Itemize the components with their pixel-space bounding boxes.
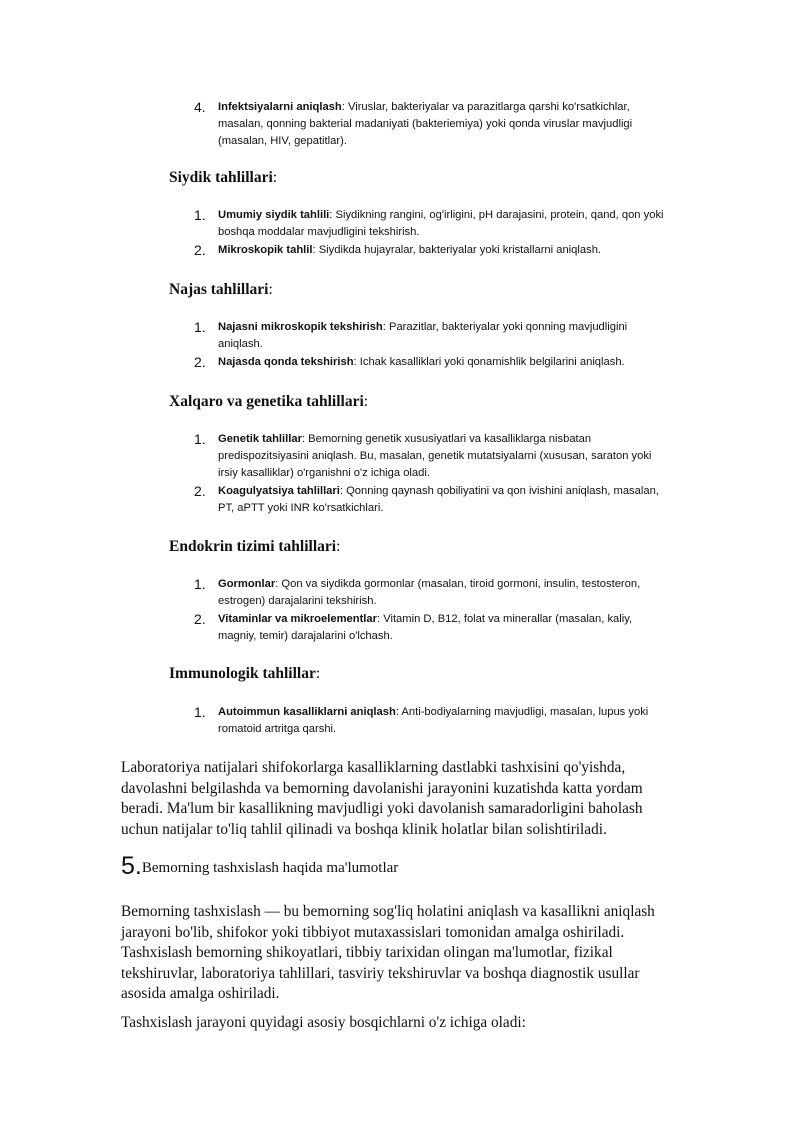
urine-tests-list bbox=[194, 207, 664, 260]
list-item bbox=[194, 319, 664, 353]
list-number: 1. bbox=[194, 704, 206, 720]
paragraph-lab-results: Laboratoriya natijalari shifokorlarga kasalliklarning dastlabki tashxisini qo'yishda, davolashni belgilashda va bemorning davolanishi jarayonini kuzatishda katta yordam beradi. Ma'lum bir kasallikning mavjudligi yoki davolanish samaradorligini baholash uchun natijalar to'liq tahlil qilinadi va boshqa klinik holatlar bilan solishtiriladi. bbox=[121, 759, 643, 838]
list-term: Gormonlar bbox=[218, 578, 276, 590]
blood-tests-list bbox=[194, 99, 664, 151]
immunology-tests-list bbox=[194, 704, 664, 739]
list-item bbox=[194, 704, 664, 738]
paragraph-steps-intro: Tashxislash jarayoni quyidagi asosiy bosqichlarni o'z ichiga oladi: bbox=[121, 1014, 526, 1031]
section-heading-immunology: Immunologik tahlillar: bbox=[169, 665, 321, 682]
list-item bbox=[194, 99, 664, 150]
section-title-text: Bemorning tashxislash haqida ma'lumotlar bbox=[141, 860, 399, 876]
list-item bbox=[194, 207, 664, 241]
list-term: Infektsiyalarni aniqlash bbox=[218, 101, 342, 113]
section-number: 5. bbox=[121, 852, 142, 880]
list-text: : Bemorning genetik xususiyatlari va kasalliklarga nisbatan predispozitsiyasini aniqlash. Bu, masalan, genetik mutatsiyalarni (xususan, saraton yoki irsiy kasalliklar) o'rganishni o'z ichiga oladi. bbox=[218, 433, 652, 479]
list-number: 1. bbox=[194, 207, 206, 223]
list-number: 4. bbox=[194, 99, 206, 115]
list-text: : Parazitlar, bakteriyalar yoki qonning mavjudligini aniqlash. bbox=[218, 321, 628, 350]
list-term: Koagulyatsiya tahlillari bbox=[218, 485, 340, 497]
list-term: Umumiy siydik tahlili bbox=[218, 209, 330, 221]
list-item bbox=[194, 483, 664, 517]
list-item bbox=[194, 242, 664, 259]
list-number: 2. bbox=[194, 483, 206, 499]
section-heading-endocrine: Endokrin tizimi tahlillari: bbox=[169, 538, 341, 555]
section-5-title bbox=[121, 851, 398, 883]
list-item bbox=[194, 354, 664, 371]
paragraph-diagnosis: Bemorning tashxislash — bu bemorning sog'liq holatini aniqlash va kasallikni aniqlash jarayoni bo'lib, shifokor yoki tibbiyot mutaxassislari tomonidan amalga oshiriladi. Tashxislash bemorning shikoyatlari, tibbiy tarixidan olingan ma'lumotlar, fizikal tekshiruvlar, laboratoriya tahlillari, tasviriy tekshiruvlar va boshqa diagnostik usullar asosida amalga oshiriladi. bbox=[121, 903, 655, 1002]
list-term: Genetik tahlillar bbox=[218, 433, 302, 445]
list-term: Autoimmun kasalliklarni aniqlash bbox=[218, 706, 396, 718]
section-heading-urine: Siydik tahlillari: bbox=[169, 169, 278, 186]
section-heading-genetics: Xalqaro va genetika tahlillari: bbox=[169, 393, 369, 410]
list-term: Najasni mikroskopik tekshirish bbox=[218, 321, 383, 333]
list-term: Vitaminlar va mikroelementlar bbox=[218, 613, 377, 625]
endocrine-tests-list bbox=[194, 576, 664, 646]
list-text: : Qonning qaynash qobiliyatini va qon ivishini aniqlash, masalan, PT, aPTT yoki INR ko'rsatkichlari. bbox=[218, 485, 659, 514]
list-text: : Ichak kasalliklari yoki qonamishlik belgilarini aniqlash. bbox=[353, 356, 625, 368]
list-number: 1. bbox=[194, 431, 206, 447]
list-number: 2. bbox=[194, 611, 206, 627]
list-term: Najasda qonda tekshirish bbox=[218, 356, 354, 368]
list-item bbox=[194, 611, 664, 645]
list-number: 1. bbox=[194, 319, 206, 335]
list-text: : Siydikning rangini, og'irligini, pH darajasini, protein, qand, qon yoki boshqa moddalar mavjudligini tekshirish. bbox=[218, 209, 664, 238]
list-text: : Vitamin D, B12, folat va minerallar (masalan, kaliy, magniy, temir) darajalarini o'lchash. bbox=[218, 613, 633, 642]
list-number: 2. bbox=[194, 242, 206, 258]
list-item bbox=[194, 431, 664, 482]
list-term: Mikroskopik tahlil bbox=[218, 244, 313, 256]
list-text: : Anti-bodiyalarning mavjudligi, masalan, lupus yoki romatoid artritga qarshi. bbox=[218, 706, 649, 735]
stool-tests-list bbox=[194, 319, 664, 372]
list-text: : Viruslar, bakteriyalar va parazitlarga qarshi ko'rsatkichlar, masalan, qonning bakterial madaniyati (bakteriemiya) yoki qonda viruslar mavjudligi (masalan, HIV, gepatitlar). bbox=[218, 101, 633, 147]
list-text: : Qon va siydikda gormonlar (masalan, tiroid gormoni, insulin, testosteron, estrogen) darajalarini tekshirish. bbox=[218, 578, 641, 607]
list-number: 1. bbox=[194, 576, 206, 592]
list-text: : Siydikda hujayralar, bakteriyalar yoki kristallarni aniqlash. bbox=[312, 244, 602, 256]
list-item bbox=[194, 576, 664, 610]
genetics-tests-list bbox=[194, 431, 664, 518]
section-heading-stool: Najas tahlillari: bbox=[169, 281, 273, 298]
list-number: 2. bbox=[194, 354, 206, 370]
